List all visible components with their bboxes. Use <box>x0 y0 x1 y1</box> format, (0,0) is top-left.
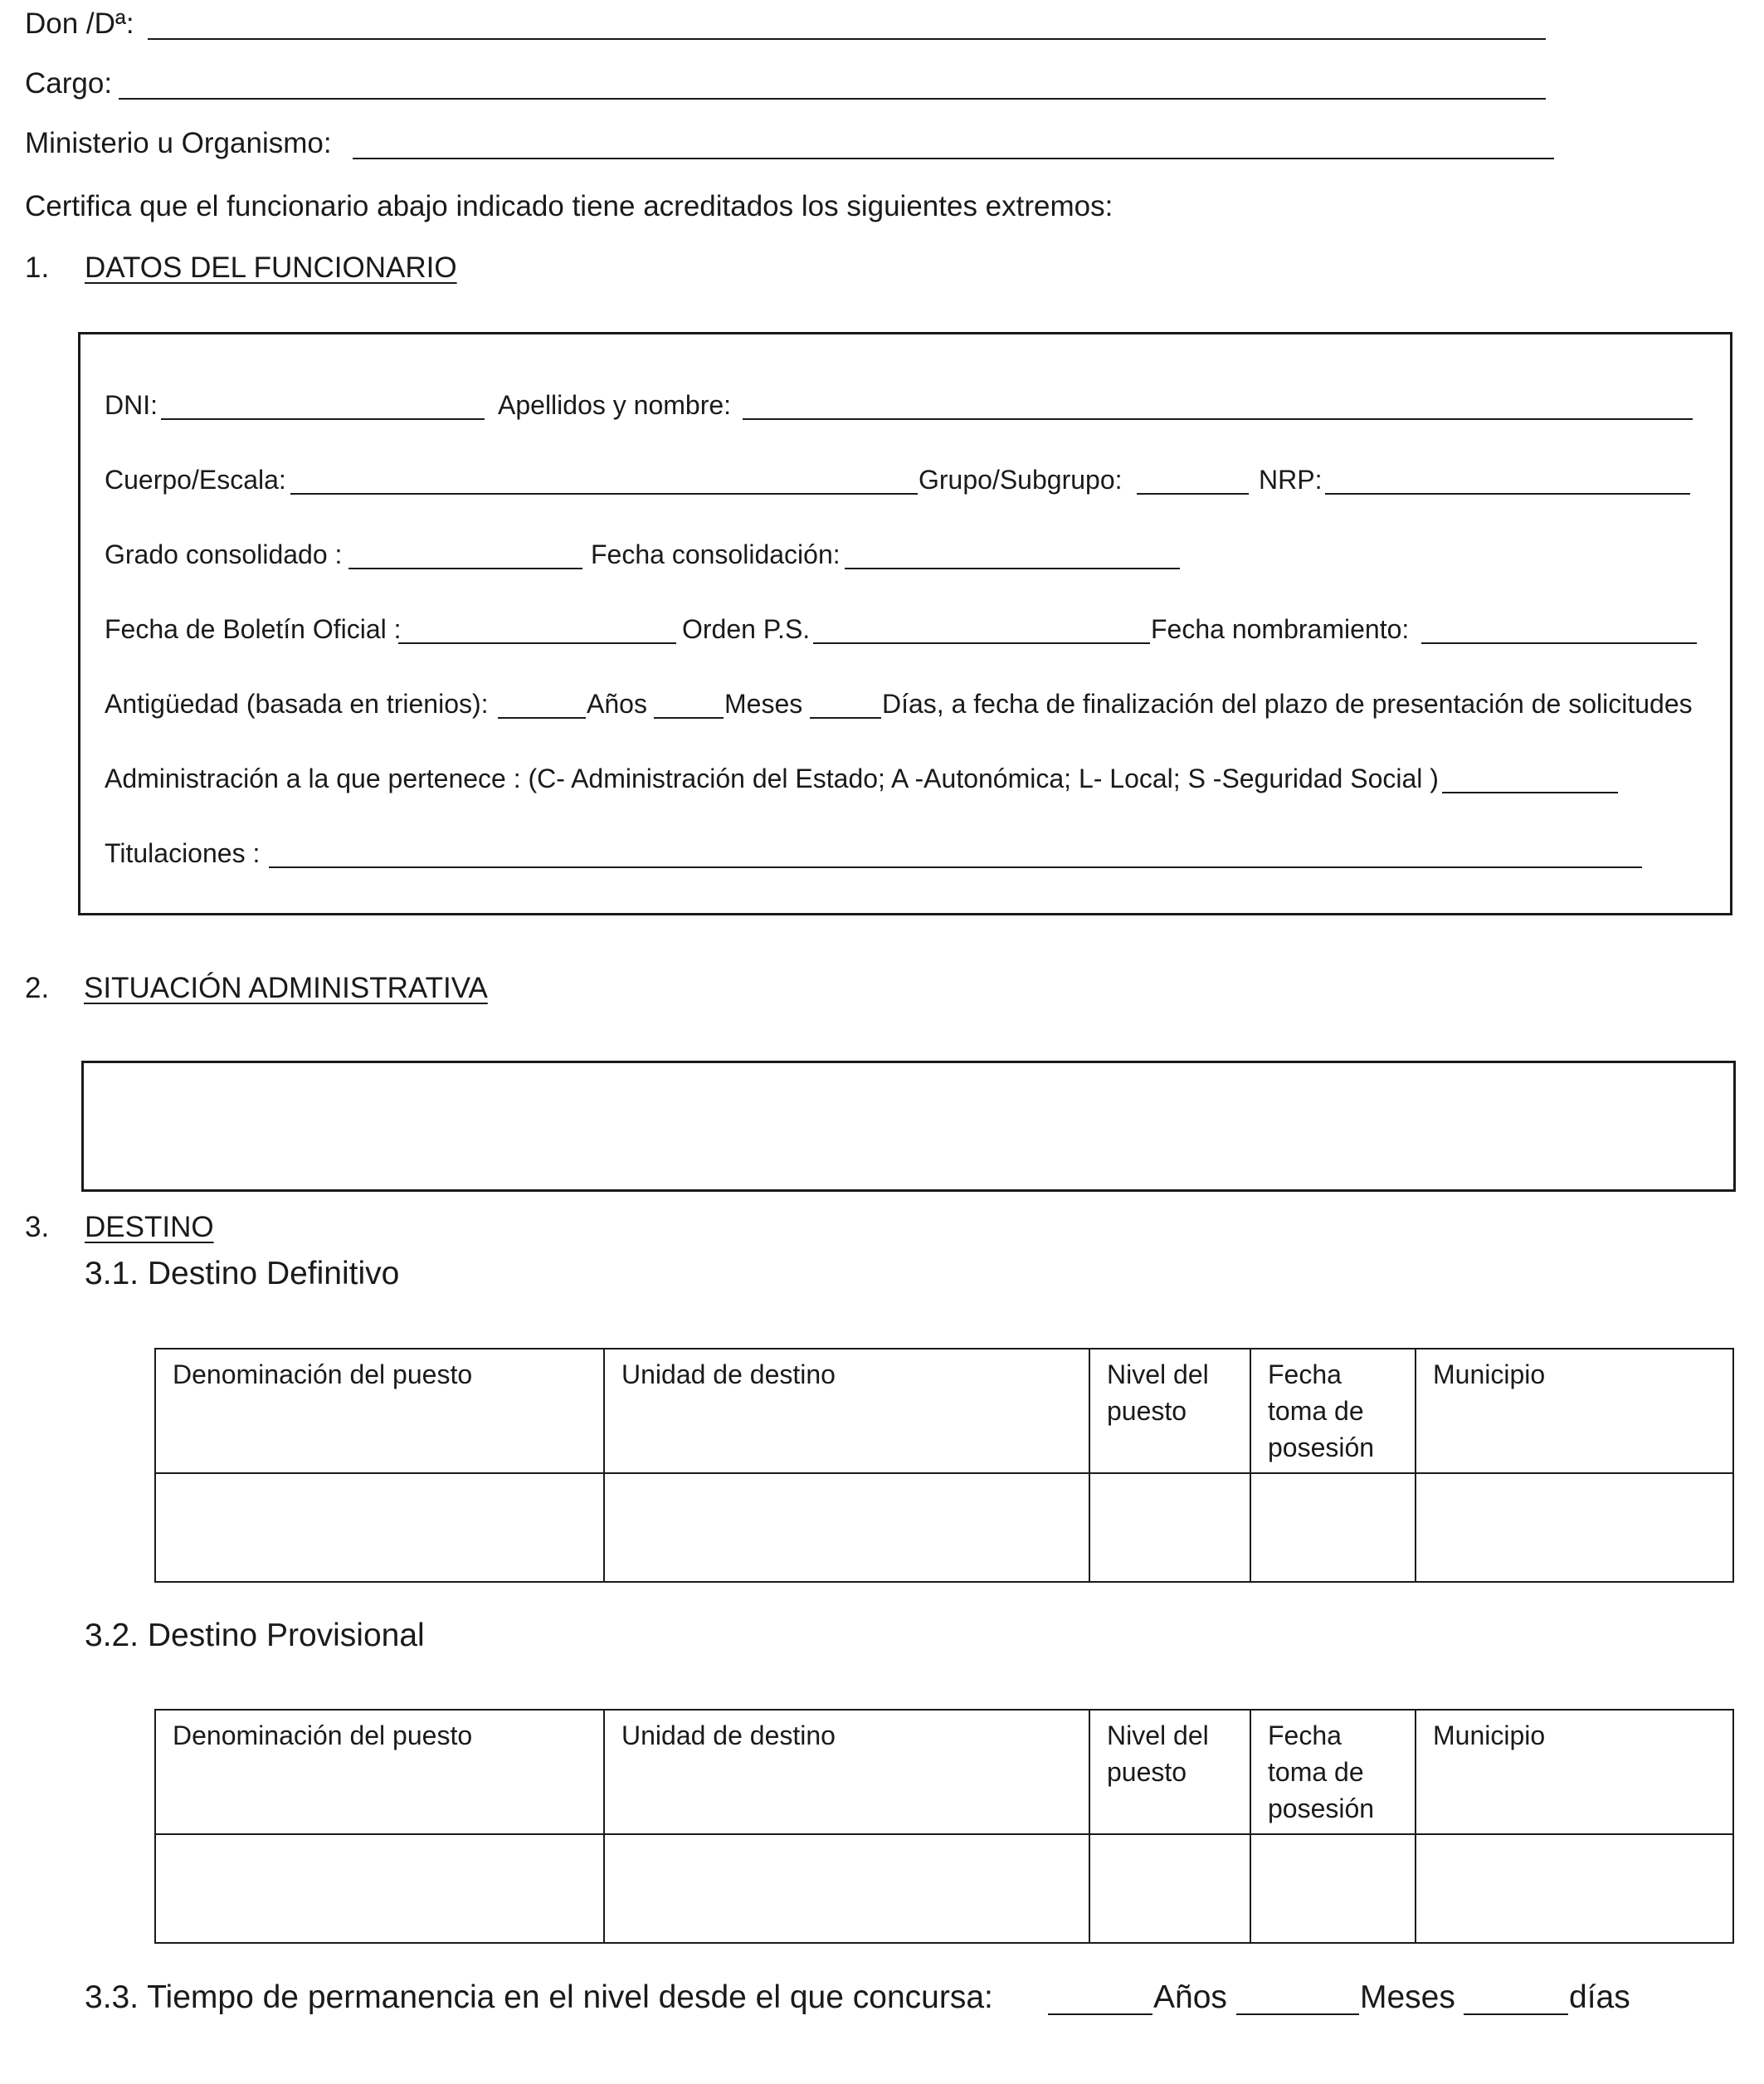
destino-provisional-heading: 3.2. Destino Provisional <box>85 1618 425 1653</box>
don-label: Don /Dª: <box>25 7 134 40</box>
antiguedad-anos-label: Años <box>587 689 647 719</box>
section2-number: 2. <box>25 972 50 1004</box>
header-municipio: Municipio <box>1416 1349 1733 1473</box>
cell-unidad[interactable] <box>604 1834 1089 1943</box>
grado-label: Grado consolidado : <box>105 539 343 569</box>
header-unidad: Unidad de destino <box>604 1349 1089 1473</box>
antiguedad-dias-field[interactable] <box>810 717 881 719</box>
section1-title: DATOS DEL FUNCIONARIO <box>85 251 457 284</box>
header-municipio: Municipio <box>1416 1710 1733 1834</box>
tiempo-permanencia-label: 3.3. Tiempo de permanencia en el nivel desde el que concursa: <box>85 1979 993 2015</box>
header-nivel: Nivel del puesto <box>1089 1710 1250 1834</box>
cargo-label: Cargo: <box>25 67 113 100</box>
orden-label: Orden P.S. <box>682 614 811 644</box>
table-row <box>155 1834 1733 1943</box>
cell-municipio[interactable] <box>1416 1834 1733 1943</box>
cuerpo-field[interactable] <box>290 493 918 495</box>
fecha-consolidacion-field[interactable] <box>845 568 1180 569</box>
antiguedad-label: Antigüedad (basada en trienios): <box>105 689 489 719</box>
cargo-field[interactable] <box>119 98 1546 100</box>
destino-definitivo-heading: 3.1. Destino Definitivo <box>85 1256 400 1291</box>
dni-field[interactable] <box>161 418 485 420</box>
titulaciones-field[interactable] <box>269 866 1642 868</box>
dni-label: DNI: <box>105 390 158 420</box>
antiguedad-meses-field[interactable] <box>654 717 724 719</box>
fecha-nombramiento-field[interactable] <box>1421 642 1697 644</box>
situacion-box[interactable] <box>81 1061 1736 1192</box>
fecha-consolidacion-label: Fecha consolidación: <box>591 539 841 569</box>
nrp-label: NRP: <box>1259 465 1323 495</box>
antiguedad-meses-label: Meses <box>724 689 803 719</box>
apellidos-field[interactable] <box>743 418 1693 420</box>
table-header-row <box>155 1710 1733 1834</box>
nrp-field[interactable] <box>1325 493 1690 495</box>
ministerio-label: Ministerio u Organismo: <box>25 127 332 159</box>
permanencia-meses-label: Meses <box>1360 1979 1455 2015</box>
grado-field[interactable] <box>348 568 582 569</box>
permanencia-dias-label: días <box>1569 1979 1630 2015</box>
header-unidad: Unidad de destino <box>604 1710 1089 1834</box>
permanencia-dias-field[interactable] <box>1464 2013 1568 2015</box>
don-field[interactable] <box>148 38 1546 40</box>
table-row <box>155 1473 1733 1582</box>
header-denominacion: Denominación del puesto <box>155 1349 604 1473</box>
administracion-field[interactable] <box>1442 792 1618 793</box>
destino-definitivo-table <box>154 1348 1734 1583</box>
header-fecha: Fecha toma de posesión <box>1250 1349 1416 1473</box>
permanencia-anos-label: Años <box>1153 1979 1227 2015</box>
section2-title: SITUACIÓN ADMINISTRATIVA <box>84 972 488 1004</box>
cell-denominacion[interactable] <box>155 1473 604 1582</box>
titulaciones-label: Titulaciones : <box>105 838 261 868</box>
certifica-text: Certifica que el funcionario abajo indicado tiene acreditados los siguientes extremos: <box>25 190 1113 222</box>
header-denominacion: Denominación del puesto <box>155 1710 604 1834</box>
permanencia-meses-field[interactable] <box>1236 2013 1359 2015</box>
fecha-boletin-field[interactable] <box>398 642 676 644</box>
cuerpo-label: Cuerpo/Escala: <box>105 465 286 495</box>
antiguedad-dias-text: Días, a fecha de finalización del plazo de presentación de solicitudes <box>882 689 1693 719</box>
grupo-label: Grupo/Subgrupo: <box>919 465 1123 495</box>
orden-field[interactable] <box>813 642 1150 644</box>
cell-municipio[interactable] <box>1416 1473 1733 1582</box>
section3-title: DESTINO <box>85 1211 214 1243</box>
fecha-nombramiento-label: Fecha nombramiento: <box>1151 614 1410 644</box>
cell-nivel[interactable] <box>1089 1834 1250 1943</box>
cell-fecha[interactable] <box>1250 1834 1416 1943</box>
header-fecha: Fecha toma de posesión <box>1250 1710 1416 1834</box>
apellidos-label: Apellidos y nombre: <box>498 390 732 420</box>
ministerio-field[interactable] <box>353 158 1554 159</box>
cell-nivel[interactable] <box>1089 1473 1250 1582</box>
fecha-boletin-label: Fecha de Boletín Oficial : <box>105 614 402 644</box>
header-nivel: Nivel del puesto <box>1089 1349 1250 1473</box>
administracion-text: Administración a la que pertenece : (C- Administración del Estado; A -Autonómica; L- Local; S -Seguridad Social ) <box>105 764 1439 793</box>
section3-number: 3. <box>25 1211 50 1243</box>
grupo-field[interactable] <box>1137 493 1249 495</box>
cell-unidad[interactable] <box>604 1473 1089 1582</box>
permanencia-anos-field[interactable] <box>1048 2013 1152 2015</box>
section1-number: 1. <box>25 251 50 284</box>
table-header-row <box>155 1349 1733 1473</box>
cell-fecha[interactable] <box>1250 1473 1416 1582</box>
cell-denominacion[interactable] <box>155 1834 604 1943</box>
destino-provisional-table <box>154 1709 1734 1944</box>
antiguedad-anos-field[interactable] <box>498 717 586 719</box>
